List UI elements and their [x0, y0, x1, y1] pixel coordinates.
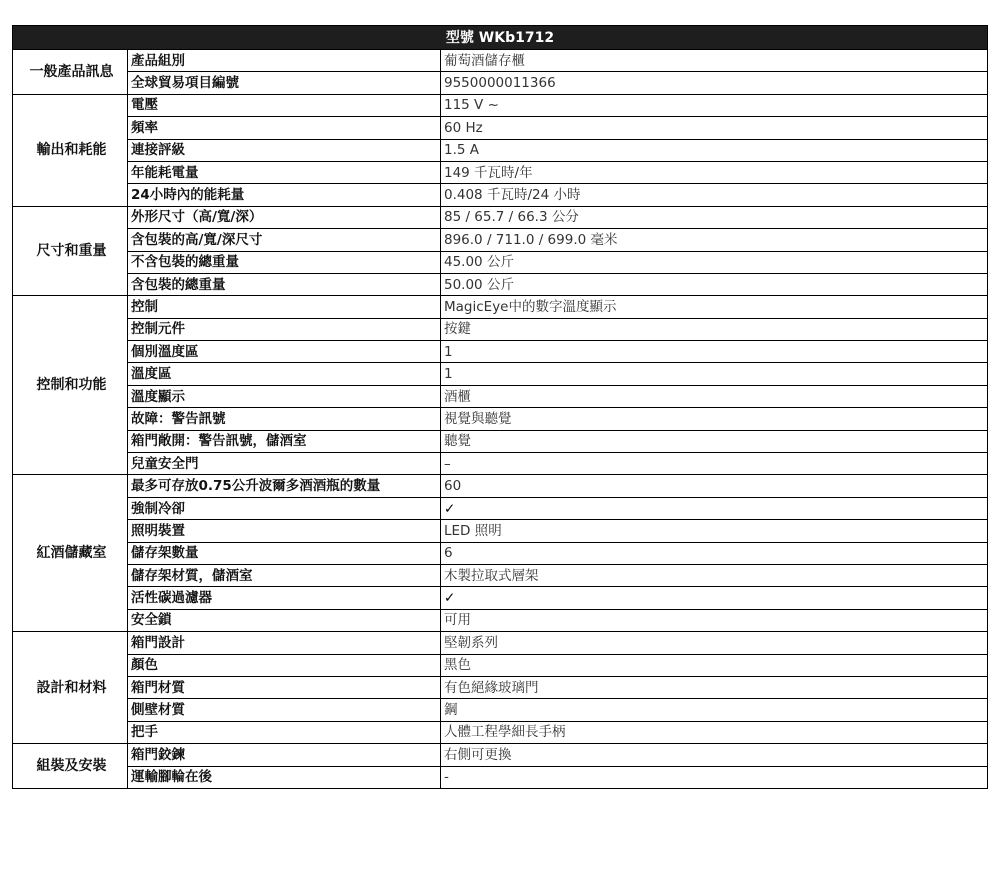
spec-value: 視覺與聽覺 — [441, 408, 988, 430]
spec-value: 60 Hz — [441, 117, 988, 139]
group-label: 控制和功能 — [13, 296, 128, 475]
spec-value: 60 — [441, 475, 988, 497]
table-row — [13, 251, 988, 273]
spec-value: 人體工程學細長手柄 — [441, 721, 988, 743]
table-row — [13, 50, 988, 72]
spec-label: 溫度區 — [128, 363, 441, 385]
table-row — [13, 699, 988, 721]
spec-label: 連接評級 — [128, 139, 441, 161]
table-row — [13, 542, 988, 564]
table-row — [13, 676, 988, 698]
spec-value: - — [441, 766, 988, 788]
table-row — [13, 273, 988, 295]
spec-label: 安全鎖 — [128, 609, 441, 631]
spec-label: 含包裝的總重量 — [128, 273, 441, 295]
table-row — [13, 139, 988, 161]
spec-label: 強制冷卻 — [128, 497, 441, 519]
spec-value: 鋼 — [441, 699, 988, 721]
table-row — [13, 430, 988, 452]
spec-value: 45.00 公斤 — [441, 251, 988, 273]
spec-label: 運輸腳輪在後 — [128, 766, 441, 788]
group-label: 尺寸和重量 — [13, 206, 128, 296]
spec-value: 黑色 — [441, 654, 988, 676]
spec-label: 儲存架材質，儲酒室 — [128, 564, 441, 586]
spec-label: 箱門鉸鍊 — [128, 744, 441, 766]
spec-label: 箱門敞開：警告訊號，儲酒室 — [128, 430, 441, 452]
spec-label: 箱門設計 — [128, 632, 441, 654]
spec-label: 個別溫度區 — [128, 341, 441, 363]
spec-label: 控制元件 — [128, 318, 441, 340]
table-row — [13, 587, 988, 609]
spec-label: 年能耗電量 — [128, 161, 441, 183]
table-row — [13, 341, 988, 363]
spec-label: 24小時內的能耗量 — [128, 184, 441, 206]
checkmark-icon: ✓ — [441, 587, 988, 609]
group-label: 組裝及安裝 — [13, 744, 128, 789]
spec-value: MagicEye中的數字溫度顯示 — [441, 296, 988, 318]
spec-label: 儲存架數量 — [128, 542, 441, 564]
spec-label: 外形尺寸（高/寬/深） — [128, 206, 441, 228]
spec-value: 1 — [441, 363, 988, 385]
spec-label: 活性碳過濾器 — [128, 587, 441, 609]
table-row — [13, 318, 988, 340]
spec-label: 全球貿易項目編號 — [128, 72, 441, 94]
spec-label: 產品組別 — [128, 50, 441, 72]
group-label: 一般產品訊息 — [13, 50, 128, 95]
table-row — [13, 117, 988, 139]
spec-value: 1.5 A — [441, 139, 988, 161]
spec-label: 側壁材質 — [128, 699, 441, 721]
spec-label: 控制 — [128, 296, 441, 318]
table-row — [13, 206, 988, 228]
table-row — [13, 564, 988, 586]
table-row — [13, 654, 988, 676]
spec-value: 右側可更換 — [441, 744, 988, 766]
spec-value: 可用 — [441, 609, 988, 631]
spec-label: 含包裝的高/寬/深尺寸 — [128, 229, 441, 251]
table-row — [13, 766, 988, 788]
table-row — [13, 453, 988, 475]
table-row — [13, 229, 988, 251]
spec-label: 最多可存放0.75公升波爾多酒酒瓶的數量 — [128, 475, 441, 497]
spec-value: 85 / 65.7 / 66.3 公分 — [441, 206, 988, 228]
spec-label: 顏色 — [128, 654, 441, 676]
spec-value: 1 — [441, 341, 988, 363]
spec-value: 聽覺 — [441, 430, 988, 452]
table-row — [13, 520, 988, 542]
table-row — [13, 184, 988, 206]
table-row — [13, 72, 988, 94]
title-row — [13, 26, 988, 50]
spec-value: – — [441, 453, 988, 475]
spec-label: 不含包裝的總重量 — [128, 251, 441, 273]
table-row — [13, 497, 988, 519]
spec-label: 箱門材質 — [128, 676, 441, 698]
spec-value: 9550000011366 — [441, 72, 988, 94]
spec-label: 電壓 — [128, 94, 441, 116]
table-row — [13, 296, 988, 318]
table-row — [13, 385, 988, 407]
table-row — [13, 161, 988, 183]
table-row — [13, 721, 988, 743]
spec-value: LED 照明 — [441, 520, 988, 542]
spec-value: 葡萄酒儲存櫃 — [441, 50, 988, 72]
spec-value: 木製拉取式層架 — [441, 564, 988, 586]
spec-label: 頻率 — [128, 117, 441, 139]
spec-value: 按鍵 — [441, 318, 988, 340]
spec-label: 照明裝置 — [128, 520, 441, 542]
table-row — [13, 408, 988, 430]
spec-value: 115 V ~ — [441, 94, 988, 116]
spec-value: 酒櫃 — [441, 385, 988, 407]
group-label: 設計和材料 — [13, 632, 128, 744]
spec-value: 堅韌系列 — [441, 632, 988, 654]
spec-table — [12, 25, 988, 789]
spec-label: 故障：警告訊號 — [128, 408, 441, 430]
spec-label: 溫度顯示 — [128, 385, 441, 407]
spec-value: 0.408 千瓦時/24 小時 — [441, 184, 988, 206]
group-label: 紅酒儲藏室 — [13, 475, 128, 632]
group-label: 輸出和耗能 — [13, 94, 128, 206]
table-row — [13, 609, 988, 631]
spec-value: 6 — [441, 542, 988, 564]
spec-value: 有色絕緣玻璃門 — [441, 676, 988, 698]
spec-body — [13, 50, 988, 789]
model-title: 型號 WKb1712 — [13, 26, 988, 50]
table-row — [13, 363, 988, 385]
spec-value: 896.0 / 711.0 / 699.0 毫米 — [441, 229, 988, 251]
table-row — [13, 94, 988, 116]
table-row — [13, 632, 988, 654]
table-row — [13, 475, 988, 497]
spec-value: 50.00 公斤 — [441, 273, 988, 295]
spec-label: 把手 — [128, 721, 441, 743]
checkmark-icon: ✓ — [441, 497, 988, 519]
spec-value: 149 千瓦時/年 — [441, 161, 988, 183]
table-row — [13, 744, 988, 766]
spec-label: 兒童安全門 — [128, 453, 441, 475]
